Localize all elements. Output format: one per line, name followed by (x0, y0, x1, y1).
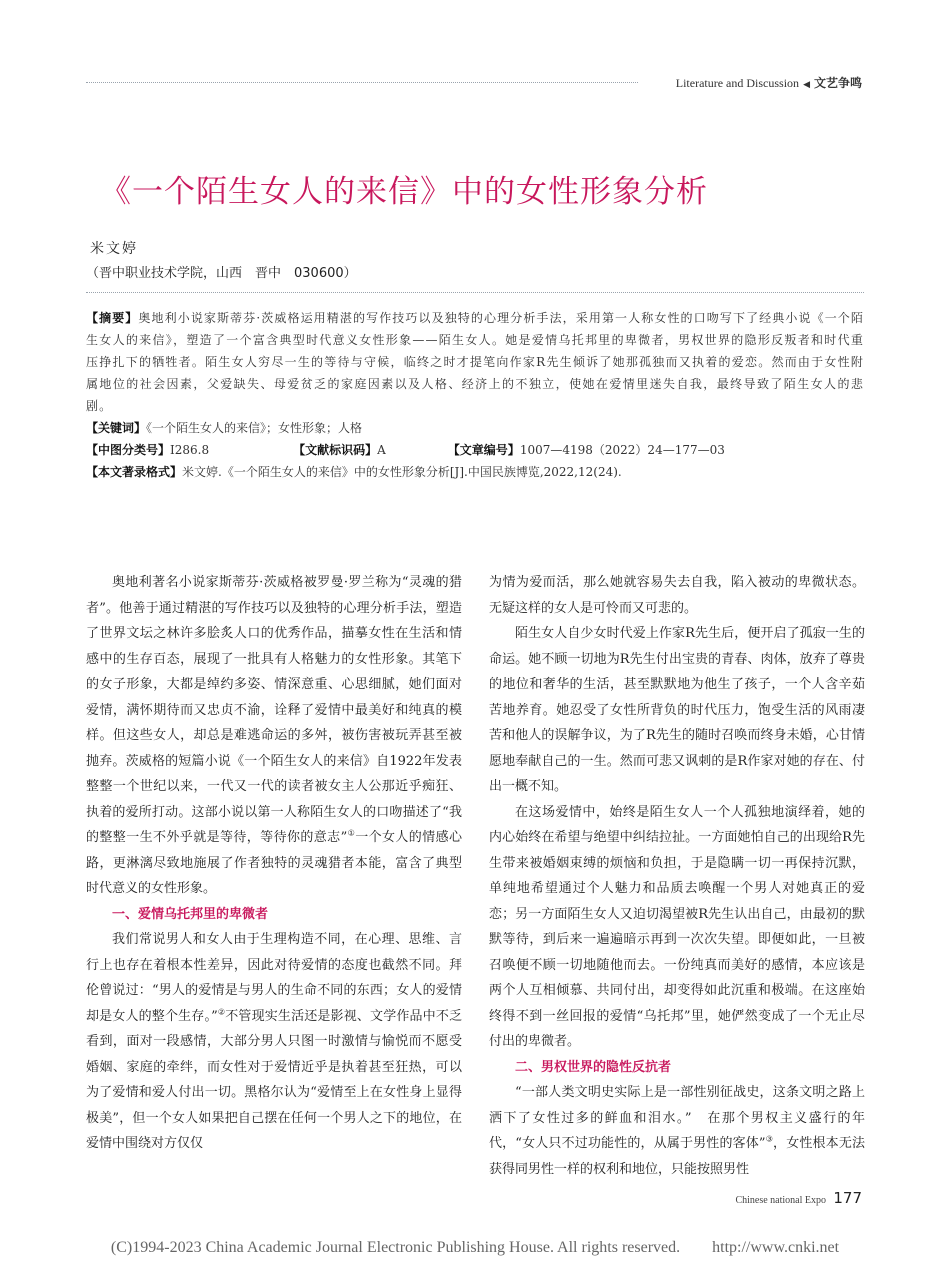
body-paragraph (489, 1080, 865, 1182)
body-paragraph: 为情为爱而活，那么她就容易失去自我，陷入被动的卑微状态。无疑这样的女人是可怜而又可悲的。 (489, 575, 865, 616)
body-column-right (489, 570, 865, 1182)
abstract-label: 【摘要】 (86, 311, 139, 325)
footer-journal-name: Chinese national Expo (735, 1195, 826, 1206)
footnote-ref: ② (217, 1007, 226, 1017)
section-heading-2: 二、男权世界的隐性反抗者 (515, 1059, 672, 1075)
clc-label: 【中图分类号】 (86, 443, 171, 457)
paragraph-text: “一部人类文明史实际上是一部性别征战史，这条文明之路上洒下了女性过多的鲜血和泪水。” 在那个男权主义盛行的年代，“女人只不过功能性的，从属于男性的客体” (489, 1085, 865, 1151)
citation-label: 【本文著录格式】 (86, 465, 183, 479)
paragraph-text: ，女性根本无法获得同男性一样的权利和地位，只能按照男性 (489, 1136, 865, 1177)
paragraph-text: 不管现实生活还是影视、文学作品中不乏看到，面对一段感情，大部分男人只图一时激情与愉悦而不愿受婚姻、家庭的牵绊，而女性对于爱情近乎是执着甚至狂热，可以为了爱情和爱人付出一切。黑格尔认为“爱情至上在女性身上显得极美”，但一个女人如果把自己摆在任何一个男人之下的地位，在爱情中围绕对方仅仅 (86, 1008, 462, 1151)
running-header (676, 74, 862, 91)
column-name: 文艺争鸣 (813, 76, 862, 90)
body-paragraph: 陌生女人自少女时代爱上作家R先生后，便开启了孤寂一生的命运。她不顾一切地为R先生付出宝贵的青春、肉体，放弃了尊贵的地位和奢华的生活，甚至默默地为他生了孩子，一个人含辛茹苦地养育。她忍受了女性所背负的时代压力，饱受生活的风雨凄苦和他人的误解争议，为了R先生的随时召唤而终身未婚，心甘情愿地奉献自己的一生。然而可悲又讽刺的是R作家对她的存在、付出一概不知。 (489, 626, 865, 794)
abstract-section (86, 292, 864, 483)
author-name: 米文婷 (90, 241, 138, 257)
journal-name-en: Literature and Discussion (675, 76, 800, 90)
triangle-left-icon: ◀ (803, 80, 810, 90)
footnote-ref: ③ (765, 1134, 774, 1144)
paragraph-text: 一个女人的情感心路，更淋漓尽致地施展了作者独特的灵魂猎者本能，富含了典型时代意义的女性形象。 (86, 830, 462, 896)
header-rule (86, 82, 638, 83)
clc-value: I286.8 (170, 443, 210, 457)
article-title: 《一个陌生女人的来信》中的女性形象分析 (100, 174, 708, 210)
paragraph-text: 我们常说男人和女人由于生理构造不同，在心理、思维、言行上也存在着根本性差异，因此对待爱情的态度也截然不同。拜伦曾说过：“男人的爱情是与男人的生命不同的东西；女人的爱情却是女人的整个生存。” (86, 932, 462, 1024)
keywords-text: 《一个陌生女人的来信》；女性形象；人格 (146, 421, 363, 435)
keywords-line (86, 417, 864, 439)
copyright-line: (C)1994-2023 China Academic Journal Electronic Publishing House. All rights reserved. http://www.cnki.net (110, 1239, 840, 1256)
body-paragraph: 在这场爱情中，始终是陌生女人一个人孤独地演绎着，她的内心始终在希望与绝望中纠结拉扯。一方面她怕自己的出现给R先生带来被婚姻束缚的烦恼和负担，于是隐瞒一切一再保持沉默，单纯地希望通过个人魅力和品质去唤醒一个男人对她真正的爱恋；另一方面陌生女人又迫切渴望被R先生认出自己，由最初的默默等待，到后来一遍遍暗示再到一次次失望。即便如此，一旦被召唤便不顾一切地随他而去。一份纯真而美好的感情，本应该是两个人互相倾慕、共同付出，却变得如此沉重和极端。在这座始终得不到一丝回报的爱情“乌托邦”里，她俨然变成了一个无止尽付出的卑微者。 (489, 804, 865, 1049)
abstract-paragraph (86, 307, 864, 417)
classification-line (86, 439, 864, 461)
citation-text: 米文婷.《一个陌生女人的来信》中的女性形象分析[J].中国民族博览,2022,12(24). (182, 465, 622, 479)
paragraph-text: 奥地利著名小说家斯蒂芬·茨威格被罗曼·罗兰称为“灵魂的猎者”。他善于通过精湛的写作技巧以及独特的心理分析手法，塑造了世界文坛之林许多脍炙人口的优秀作品，描摹女性在生活和情感中的生存百态，展现了一批具有人格魅力的女性形象。其笔下的女子形象，大都是绰约多姿、情深意重、心思细腻，她们面对爱情，满怀期待而又忠贞不渝，诠释了爱情中最美好和纯真的模样。但这些女人，却总是难逃命运的多舛，被伤害被玩弄甚至被抛弃。茨威格的短篇小说《一个陌生女人的来信》自1922年发表整整一个世纪以来，一代又一代的读者被女主人公那近乎痴狂、执着的爱所打动。这部小说以第一人称陌生女人的口吻描述了“我的整整一生不外乎就是等待，等待你的意志” (86, 575, 462, 845)
abstract-text: 奥地利小说家斯蒂芬·茨威格运用精湛的写作技巧以及独特的心理分析手法，采用第一人称女性的口吻写下了经典小说《一个陌生女人的来信》，塑造了一个富含典型时代意义女性形象——陌生女人。她是爱情乌托邦里的卑微者，男权世界的隐形反叛者和时代重压挣扎下的牺牲者。陌生女人穷尽一生的等待与守候，临终之时才提笔向作家R先生倾诉了她那孤独而又执着的爱恋。然而由于女性附属地位的社会因素，父爱缺失、母爱贫乏的家庭因素以及人格、经济上的不独立，使她在爱情里迷失自我，最终导致了陌生女人的悲剧。 (86, 311, 865, 413)
keywords-label: 【关键词】 (86, 421, 147, 435)
doccode-label: 【文献标识码】 (293, 443, 378, 457)
footnote-ref: ① (347, 828, 356, 838)
body-paragraph (86, 570, 462, 902)
body-paragraph (86, 927, 462, 1157)
body-column-left (86, 570, 462, 1157)
articleno-label: 【文章编号】 (447, 443, 520, 457)
doccode-value: A (377, 443, 386, 457)
page-number: 177 (833, 1189, 862, 1207)
author-affiliation: （晋中职业技术学院，山西 晋中 030600） (86, 266, 357, 281)
citation-line (86, 461, 864, 483)
section-heading-1: 一、爱情乌托邦里的卑微者 (112, 906, 269, 922)
articleno-value: 1007—4198（2022）24—177—03 (519, 443, 725, 457)
